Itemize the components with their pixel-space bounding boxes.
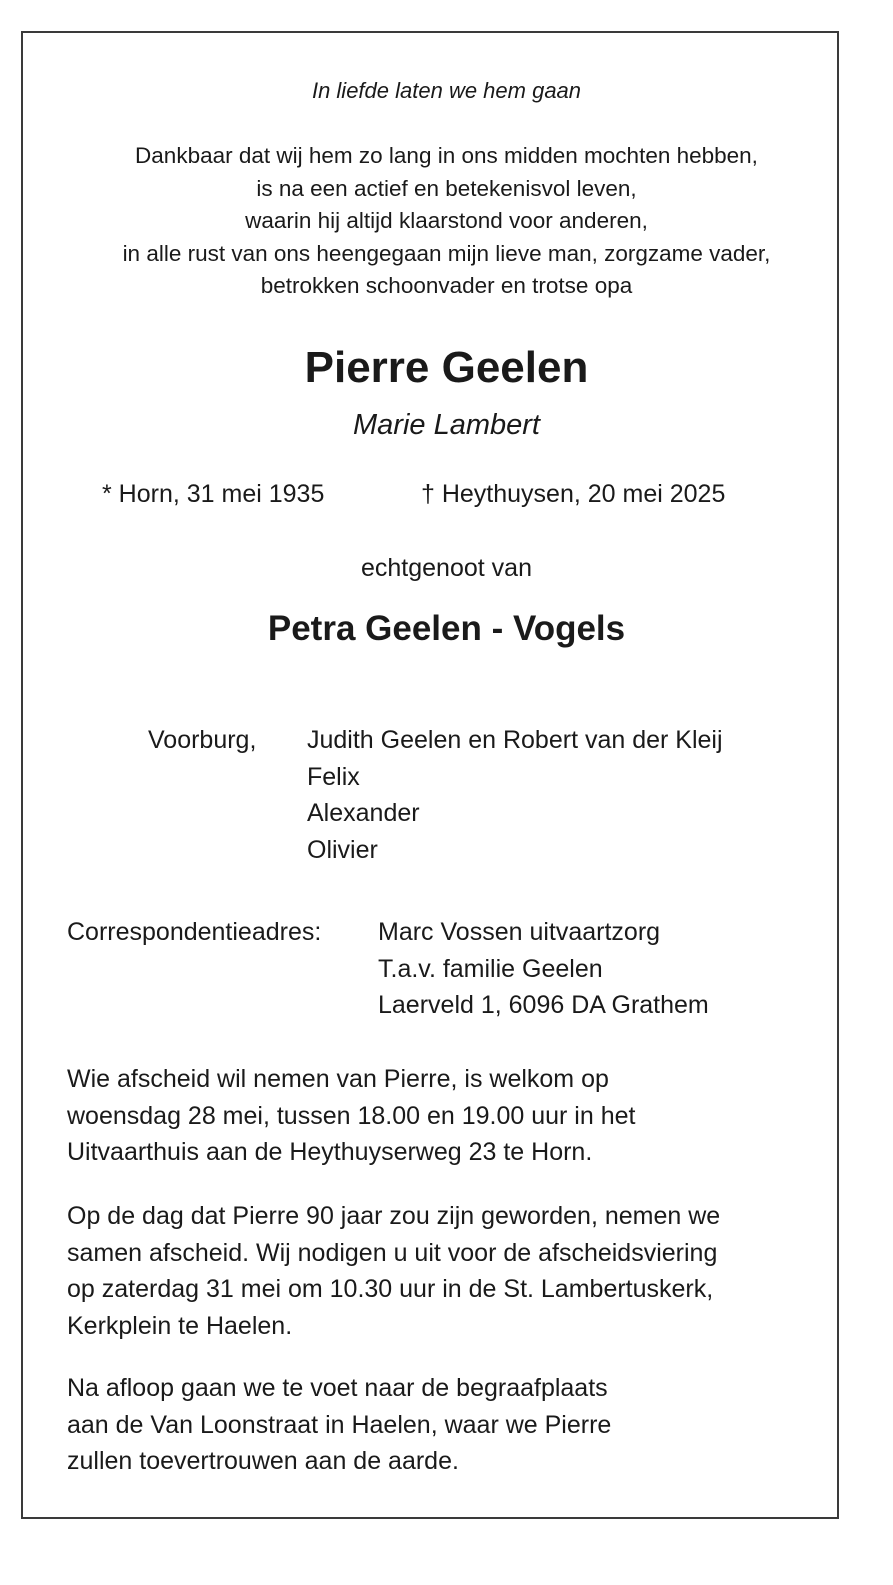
family-member: Felix	[307, 762, 360, 791]
burial-paragraph	[67, 1370, 611, 1480]
deceased-name: Pierre Geelen	[304, 343, 589, 392]
intro-line: Dankbaar dat wij hem zo lang in ons midden mochten hebben,	[135, 143, 758, 168]
paragraph-line: aan de Van Loonstraat in Haelen, waar we Pierre	[67, 1410, 612, 1439]
intro-line: is na een actief en betekenisvol leven,	[256, 175, 637, 201]
family-member: Alexander	[307, 799, 420, 827]
paragraph-line: Na afloop gaan we te voet naar de begraafplaats	[67, 1374, 608, 1402]
paragraph-line: zullen toevertrouwen aan de aarde.	[67, 1447, 459, 1475]
address-line: Marc Vossen uitvaartzorg	[378, 918, 661, 946]
family-member: Judith Geelen en Robert van der Kleij	[307, 726, 723, 754]
deceased-alias: Marie Lambert	[353, 409, 540, 441]
intro-text	[0, 140, 893, 303]
paragraph-line: op zaterdag 31 mei om 10.30 uur in de St. Lambertuskerk,	[67, 1275, 714, 1303]
spouse-label: echtgenoot van	[361, 554, 532, 582]
address-line: T.a.v. familie Geelen	[378, 954, 603, 983]
intro-line: betrokken schoonvader en trotse opa	[260, 273, 633, 298]
correspondence-label: Correspondentieadres:	[67, 918, 322, 946]
death-info: † Heythuysen, 20 mei 2025	[421, 480, 726, 508]
visitation-paragraph	[67, 1061, 635, 1171]
paragraph-line: samen afscheid. Wij nodigen u uit voor de afscheidsviering	[67, 1238, 718, 1267]
spouse-name: Petra Geelen - Vogels	[267, 609, 626, 648]
intro-line: waarin hij altijd klaarstond voor anderen,	[245, 208, 648, 233]
family-members	[307, 722, 723, 868]
family-place: Voorburg,	[148, 726, 257, 754]
correspondence-address	[378, 914, 709, 1024]
paragraph-line: woensdag 28 mei, tussen 18.00 en 19.00 uur in het	[67, 1101, 636, 1130]
motto: In liefde laten we hem gaan	[311, 78, 582, 103]
paragraph-line: Wie afscheid wil nemen van Pierre, is welkom op	[67, 1065, 609, 1093]
address-line: Laerveld 1, 6096 DA Grathem	[378, 991, 709, 1019]
paragraph-line: Uitvaarthuis aan de Heythuyserweg 23 te Horn.	[67, 1138, 593, 1166]
paragraph-line: Op de dag dat Pierre 90 jaar zou zijn geworden, nemen we	[67, 1202, 721, 1230]
intro-line: in alle rust van ons heengegaan mijn lieve man, zorgzame vader,	[122, 240, 771, 266]
paragraph-line: Kerkplein te Haelen.	[67, 1311, 293, 1340]
family-member: Olivier	[307, 835, 378, 864]
birth-info: * Horn, 31 mei 1935	[102, 480, 325, 508]
service-paragraph	[67, 1198, 720, 1344]
